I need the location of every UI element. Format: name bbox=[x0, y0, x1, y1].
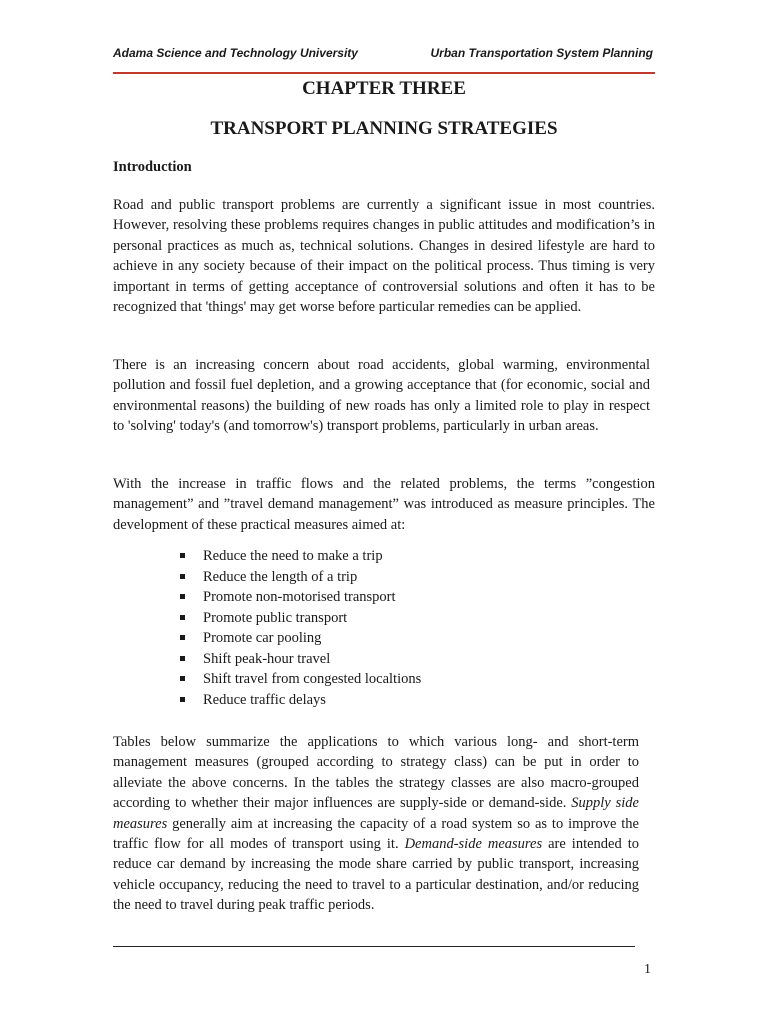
paragraph-3: With the increase in traffic flows and the related problems, the terms ”congestion management” and ”travel demand management” was introduced as measure principles. The development of these practical measures aimed at: bbox=[113, 476, 655, 533]
header-course-title: Urban Transportation System Planning bbox=[430, 46, 653, 60]
paragraph-4 bbox=[113, 732, 639, 916]
measures-list bbox=[180, 546, 421, 710]
supply-side-measures-term: Supply side measures bbox=[113, 795, 639, 832]
footer-divider bbox=[113, 946, 635, 947]
list-item: Shift peak-hour travel bbox=[180, 649, 421, 670]
paragraph-4-text-3: are intended to reduce car demand by increasing the mode share carried by public transport, increasing vehicle occupancy, reducing the need to travel to a particular destination, and/or reducing the need to travel during peak traffic periods. bbox=[113, 836, 639, 914]
list-item: Reduce traffic delays bbox=[180, 690, 421, 711]
paragraph-4-text-1: Tables below summarize the applications to which various long- and short-term management measures (grouped according to strategy class) can be put in order to alleviate the above concerns. In the tables the strategy classes are also macro-grouped according to whether their major influences are supply-side or demand-side. bbox=[113, 734, 639, 812]
list-item: Promote car pooling bbox=[180, 628, 421, 649]
header-university: Adama Science and Technology University bbox=[113, 46, 358, 60]
list-item: Promote public transport bbox=[180, 608, 421, 629]
section-heading-introduction: Introduction bbox=[113, 159, 192, 175]
list-item: Promote non-motorised transport bbox=[180, 587, 421, 608]
page-number: 1 bbox=[644, 962, 651, 977]
demand-side-measures-term: Demand-side measures bbox=[404, 836, 543, 853]
list-item: Shift travel from congested localtions bbox=[180, 669, 421, 690]
list-item: Reduce the length of a trip bbox=[180, 567, 421, 588]
paragraph-4-text-2: generally aim at increasing the capacity of a road system so as to improve the traffic flow for all modes of transport using it. bbox=[113, 815, 639, 853]
paragraph-1: Road and public transport problems are currently a significant issue in most countries. However, resolving these problems requires changes in public attitudes and modification’s in personal practices as much as, technical solutions. Changes in desired lifestyle are hard to achieve in any society because of their impact on the political process. Thus timing is very important in terms of getting acceptance of controversial solutions and often it has to be recognized that 'things' may get worse before particular remedies can be applied. bbox=[113, 197, 655, 316]
paragraph-2: There is an increasing concern about road accidents, global warming, environmental pollution and fossil fuel depletion, and a growing acceptance that (for economic, social and environmental reasons) the building of new roads has only a limited role to play in respect to 'solving' today's (and tomorrow's) transport problems, particularly in urban areas. bbox=[113, 357, 650, 435]
chapter-subtitle: TRANSPORT PLANNING STRATEGIES bbox=[210, 118, 558, 139]
page-header bbox=[113, 44, 655, 74]
chapter-title: CHAPTER THREE bbox=[302, 78, 466, 99]
list-item: Reduce the need to make a trip bbox=[180, 546, 421, 567]
